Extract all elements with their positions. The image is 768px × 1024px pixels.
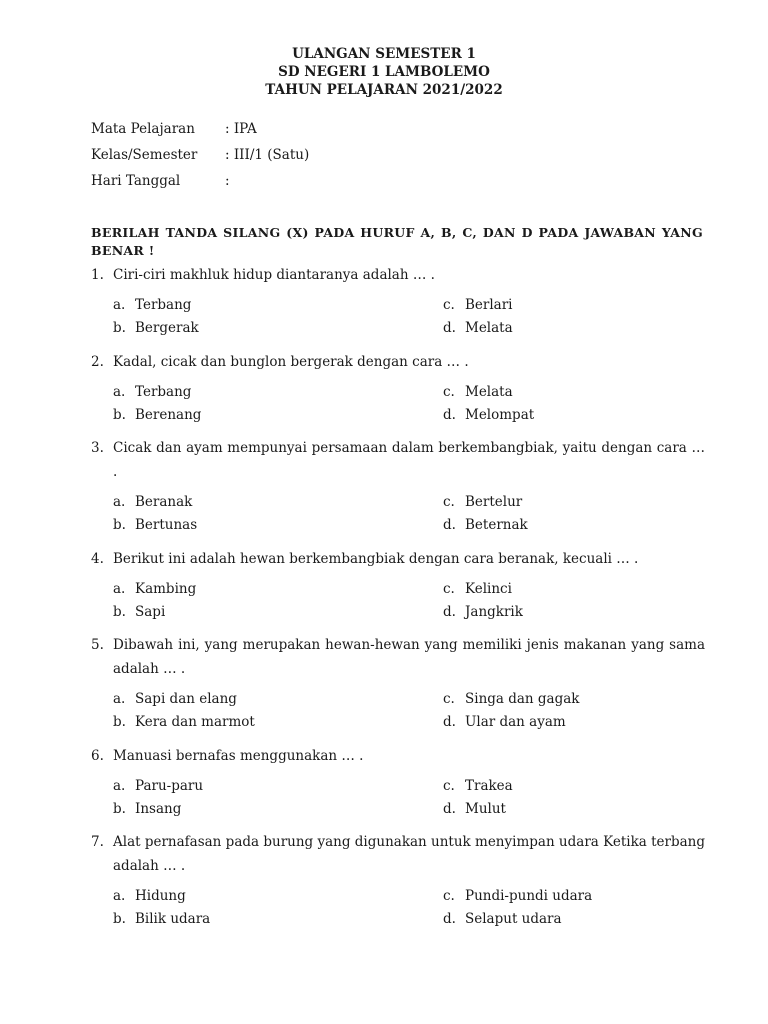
question-text: Berikut ini adalah hewan berkembangbiak dengan cara beranak, kecuali … . <box>113 551 639 567</box>
option-d: d. Selaput udara <box>443 911 562 927</box>
meta-label: Mata Pelajaran <box>91 121 195 137</box>
option-c: c. Melata <box>443 384 513 400</box>
option-d: d. Jangkrik <box>443 604 523 620</box>
question-5 <box>91 633 705 681</box>
instruction-text: BERILAH TANDA SILANG (X) PADA HURUF A, B, C, DAN D PADA JAWABAN YANG BENAR ! <box>91 225 703 258</box>
option-a: a. Terbang <box>113 297 192 313</box>
option-c: c. Bertelur <box>443 494 523 510</box>
question-number: 1. <box>91 267 104 283</box>
question-text: Kadal, cicak dan bunglon bergerak dengan cara … . <box>113 354 469 370</box>
exam-header <box>0 45 768 99</box>
question-7 <box>91 830 705 878</box>
question-number: 4. <box>91 551 104 567</box>
header-title: ULANGAN SEMESTER 1 <box>292 46 476 62</box>
meta-value: : IPA <box>225 121 257 137</box>
question-text: Alat pernafasan pada burung yang digunakan untuk menyimpan udara Ketika terbang adalah … . <box>113 834 705 874</box>
question-1 <box>91 263 705 287</box>
question-number: 6. <box>91 748 104 764</box>
question-4 <box>91 547 705 571</box>
option-a: a. Kambing <box>113 581 197 597</box>
question-text: Ciri-ciri makhluk hidup diantaranya adalah … . <box>113 267 435 283</box>
question-number: 7. <box>91 834 104 850</box>
option-a: a. Hidung <box>113 888 186 904</box>
question-text: Cicak dan ayam mempunyai persamaan dalam berkembangbiak, yaitu dengan cara … . <box>113 440 705 480</box>
option-c: c. Singa dan gagak <box>443 691 580 707</box>
option-d: d. Ular dan ayam <box>443 714 566 730</box>
question-3 <box>91 436 705 484</box>
option-b: b. Kera dan marmot <box>113 714 255 730</box>
meta-value: : <box>225 173 230 189</box>
question-text: Manuasi bernafas menggunakan … . <box>113 748 364 764</box>
question-number: 3. <box>91 440 104 456</box>
option-b: b. Bilik udara <box>113 911 211 927</box>
option-a: a. Sapi dan elang <box>113 691 237 707</box>
question-6 <box>91 744 705 768</box>
option-c: c. Kelinci <box>443 581 512 597</box>
question-number: 2. <box>91 354 104 370</box>
option-a: a. Paru-paru <box>113 778 204 794</box>
option-b: b. Insang <box>113 801 182 817</box>
header-school: SD NEGERI 1 LAMBOLEMO <box>278 64 490 80</box>
option-b: b. Sapi <box>113 604 166 620</box>
meta-label: Kelas/Semester <box>91 147 198 163</box>
question-text: Dibawah ini, yang merupakan hewan-hewan yang memiliki jenis makanan yang sama adalah … . <box>113 637 705 677</box>
option-b: b. Bertunas <box>113 517 198 533</box>
option-d: d. Melata <box>443 320 513 336</box>
option-c: c. Pundi-pundi udara <box>443 888 593 904</box>
option-a: a. Beranak <box>113 494 193 510</box>
option-b: b. Bergerak <box>113 320 199 336</box>
option-c: c. Trakea <box>443 778 513 794</box>
option-d: d. Mulut <box>443 801 506 817</box>
option-c: c. Berlari <box>443 297 513 313</box>
header-year: TAHUN PELAJARAN 2021/2022 <box>265 82 503 98</box>
option-d: d. Beternak <box>443 517 528 533</box>
meta-label: Hari Tanggal <box>91 173 181 189</box>
option-b: b. Berenang <box>113 407 202 423</box>
question-number: 5. <box>91 637 104 653</box>
meta-value: : III/1 (Satu) <box>225 147 310 163</box>
question-2 <box>91 350 705 374</box>
option-a: a. Terbang <box>113 384 192 400</box>
option-d: d. Melompat <box>443 407 535 423</box>
